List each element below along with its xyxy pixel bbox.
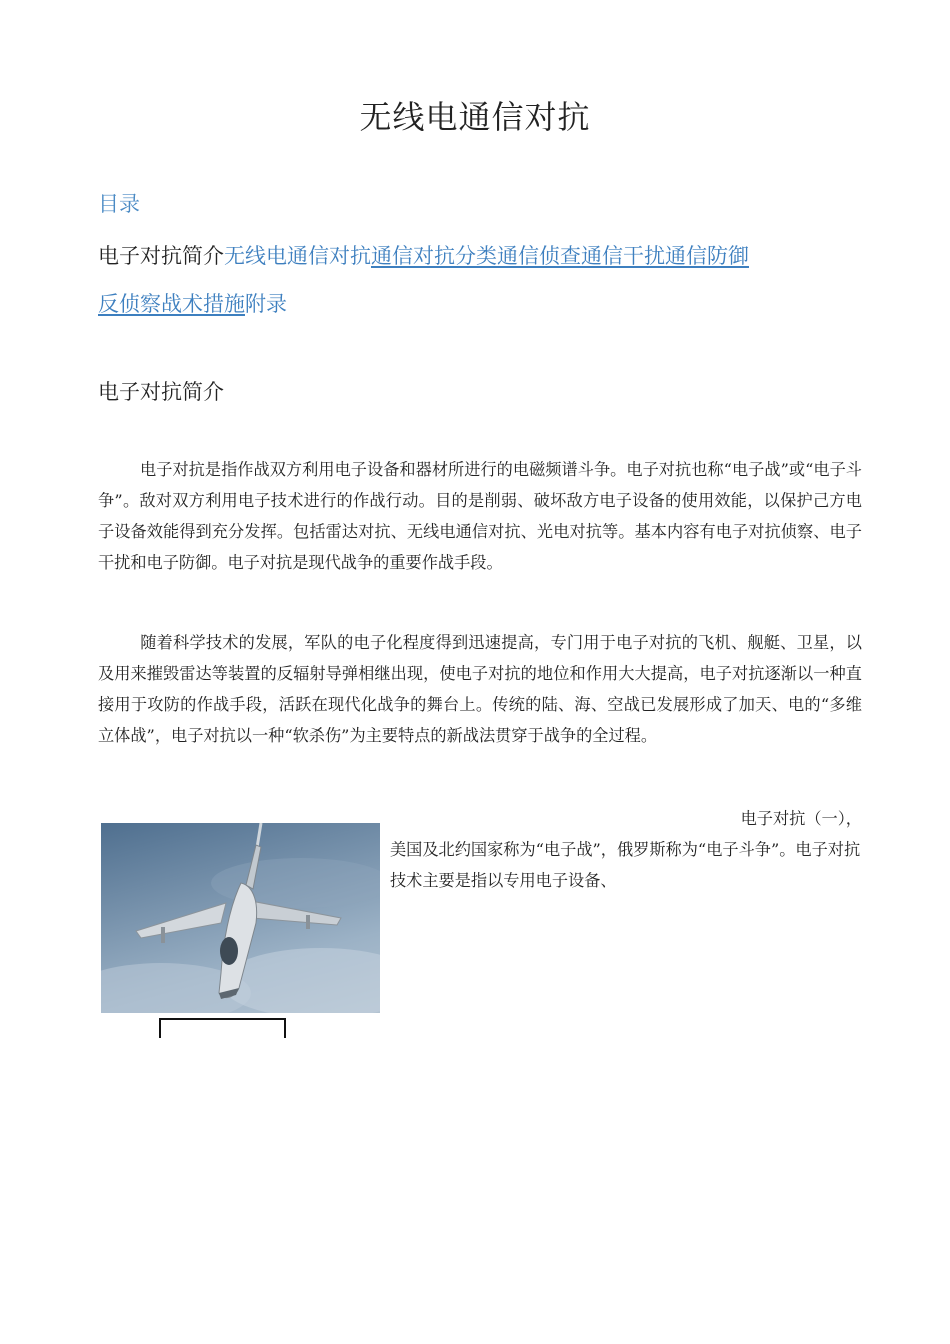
toc-link-reconnaissance[interactable]: 通信侦查 (497, 244, 581, 268)
caption-text (390, 803, 862, 896)
toc-heading: 目录 (98, 192, 140, 216)
toc-link-classification[interactable]: 通信对抗分类 (371, 244, 497, 268)
jet-icon (101, 823, 380, 1013)
toc-link-appendix[interactable]: 附录 (245, 292, 287, 316)
toc-item-intro: 电子对抗简介 (98, 244, 224, 268)
image-frame (159, 1018, 286, 1038)
caption-line: 电子对抗（一）， (740, 809, 862, 828)
paragraph-text: 电子对抗是指作战双方利用电子设备和器材所进行的电磁频谱斗争。电子对抗也称“电子战”或“电子斗争”。敌对双方利用电子技术进行的作战行动。目的是削弱、破坏敌方电子设备的使用效能，以保护己方电子设备效能得到充分发挥。包括雷达对抗、无线电通信对抗、光电对抗等。基本内容有电子对抗侦察、电子干扰和电子防御。电子对抗是现代战争的重要作战手段。 (98, 460, 862, 572)
paragraph (98, 454, 862, 578)
caption-line: 美国及北约国家称为“电子战”，俄罗斯称为“电子斗争”。电子对抗技术主要是指以专用电子设备、 (390, 840, 861, 890)
paragraph (98, 627, 862, 751)
toc-line (98, 240, 749, 270)
toc-link-defense[interactable]: 通信防御 (665, 244, 749, 268)
toc-link-radio-countermeasures[interactable]: 无线电通信对抗 (224, 244, 371, 268)
toc-link-jamming[interactable]: 通信干扰 (581, 244, 665, 268)
section-heading: 电子对抗简介 (98, 380, 224, 404)
page-title: 无线电通信对抗 (359, 98, 591, 136)
fighter-jet-photo (101, 823, 380, 1013)
toc-line (98, 288, 287, 318)
toc-link-anti-reconnaissance[interactable]: 反侦察战术措施 (98, 292, 245, 316)
paragraph-text: 随着科学技术的发展，军队的电子化程度得到迅速提高，专门用于电子对抗的飞机、舰艇、卫星，以及用来摧毁雷达等装置的反辐射导弹相继出现，使电子对抗的地位和作用大大提高，电子对抗逐渐以一种直接用于攻防的作战手段，活跃在现代化战争的舞台上。传统的陆、海、空战已发展形成了加天、电的“多维立体战”，电子对抗以一种“软杀伤”为主要特点的新战法贯穿于战争的全过程。 (98, 633, 862, 745)
